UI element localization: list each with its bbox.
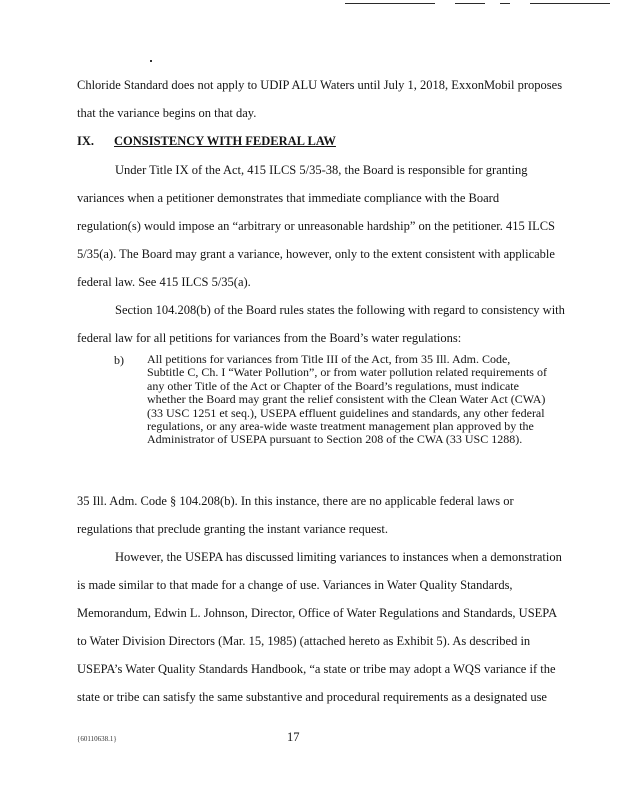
para4-line-3: Memorandum, Edwin L. Johnson, Director, Office of Water Regulations and Standards, USEPA: [77, 606, 558, 620]
section-title: CONSISTENCY WITH FEDERAL LAW: [114, 134, 336, 148]
top-scan-rule: [345, 3, 435, 4]
para4-line-5: USEPA’s Water Quality Standards Handbook, “a state or tribe may adopt a WQS variance if the: [77, 662, 556, 676]
para4-line-4: to Water Division Directors (Mar. 15, 1985) (attached hereto as Exhibit 5). As described in: [77, 634, 531, 648]
para1-line-2: variances when a petitioner demonstrates that immediate compliance with the Board: [77, 191, 500, 205]
para1-line-4: 5/35(a). The Board may grant a variance, however, only to the extent consistent with applicable: [77, 247, 555, 261]
top-scan-rule: [530, 3, 610, 4]
top-scan-rule: [455, 3, 485, 4]
para1-line-3: regulation(s) would impose an “arbitrary or unreasonable hardship” on the petitioner. 415 ILCS: [77, 219, 555, 233]
section-number: IX.: [77, 134, 95, 148]
para4-line-1: However, the USEPA has discussed limiting variances to instances when a demonstration: [115, 550, 562, 564]
para2-line-1: Section 104.208(b) of the Board rules states the following with regard to consistency with: [115, 303, 565, 317]
footer-doc-code: {60110638.1}: [77, 735, 117, 743]
scan-dot: [150, 60, 152, 62]
para1-line-5: federal law. See 415 ILCS 5/35(a).: [77, 275, 251, 289]
top-scan-rule: [500, 3, 510, 4]
intro-line-1: Chloride Standard does not apply to UDIP ALU Waters until July 1, 2018, ExxonMobil proposes: [77, 78, 563, 92]
para3-line-2: regulations that preclude granting the instant variance request.: [77, 522, 388, 536]
para3-line-1: 35 Ill. Adm. Code § 104.208(b). In this instance, there are no applicable federal laws or: [77, 494, 514, 508]
page-number: 17: [287, 730, 300, 744]
para4-line-6: state or tribe can satisfy the same substantive and procedural requirements as a designated use: [77, 690, 547, 704]
block-quote: All petitions for variances from Title III of the Act, from 35 Ill. Adm. Code, Subtitle C, Ch. I “Water Pollution”, or from water pollution related requirements of any other Title of the Act or Chapter of the Board’s regulations, must indicate whether the Board may grant the relief consistent with the Clean Water Act (CWA) (33 USC 1251 et seq.), USEPA effluent guidelines and standards, any other federal regulations, or any area-wide waste treatment management plan approved by the Administrator of USEPA pursuant to Section 208 of the CWA (33 USC 1288).: [147, 352, 547, 447]
intro-line-2: that the variance begins on that day.: [77, 106, 257, 120]
para2-line-2: federal law for all petitions for variances from the Board’s water regulations:: [77, 331, 462, 345]
para1-line-1: Under Title IX of the Act, 415 ILCS 5/35-38, the Board is responsible for granting: [115, 163, 528, 177]
quote-label: b): [114, 353, 124, 367]
para4-line-2: is made similar to that made for a change of use. Variances in Water Quality Standards,: [77, 578, 513, 592]
